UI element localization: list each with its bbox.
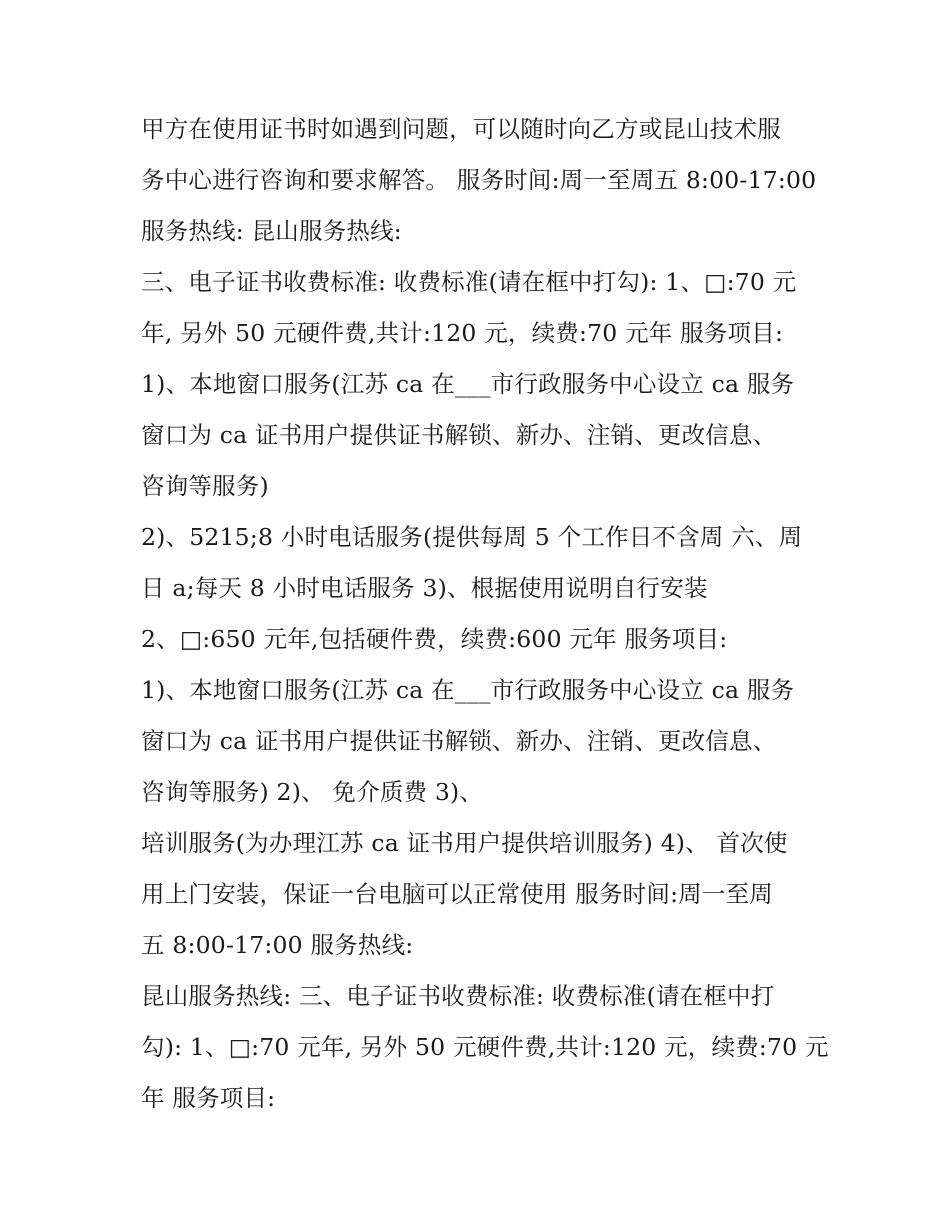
text-line: 窗口为 ca 证书用户提供证书解锁、新办、注销、更改信息、 [141, 727, 777, 755]
text-line: 务中心进行咨询和要求解答。 服务时间:周一至周五 8:00-17:00 [141, 166, 817, 194]
text-line: 昆山服务热线: 三、电子证书收费标准: 收费标准(请在框中打 [141, 982, 775, 1010]
text-line: 1)、本地窗口服务(江苏 ca 在___市行政服务中心设立 ca 服务 [141, 676, 795, 704]
text-line: 用上门安装，保证一台电脑可以正常使用 服务时间:周一至周 [141, 880, 773, 908]
text-line: 咨询等服务) 2)、 免介质费 3)、 [141, 778, 484, 806]
text-line: 培训服务(为办理江苏 ca 证书用户提供培训服务) 4)、 首次使 [141, 829, 788, 857]
text-line: 甲方在使用证书时如遇到问题，可以随时向乙方或昆山技术服 [141, 115, 781, 143]
text-line: 1)、本地窗口服务(江苏 ca 在___市行政服务中心设立 ca 服务 [141, 370, 795, 398]
text-line: 勾): 1、□:70 元年, 另外 50 元硬件费,共计:120 元，续费:70 元 [141, 1033, 829, 1061]
text-line: 年, 另外 50 元硬件费,共计:120 元，续费:70 元年 服务项目: [141, 319, 784, 347]
text-line: 服务热线: 昆山服务热线: [141, 217, 402, 245]
text-line: 年 服务项目: [141, 1084, 276, 1112]
text-line: 2、□:650 元年,包括硬件费，续费:600 元年 服务项目: [141, 625, 728, 653]
text-line: 三、电子证书收费标准: 收费标准(请在框中打勾): 1、□:70 元 [141, 268, 797, 296]
text-line: 窗口为 ca 证书用户提供证书解锁、新办、注销、更改信息、 [141, 421, 777, 449]
text-line: 咨询等服务) [141, 472, 269, 500]
text-line: 2)、5215;8 小时电话服务(提供每周 5 个工作日不含周 六、周 [141, 523, 803, 551]
document-body [141, 104, 829, 1124]
text-line: 日 a;每天 8 小时电话服务 3)、根据使用说明自行安装 [141, 574, 708, 602]
text-line: 五 8:00-17:00 服务热线: [141, 931, 414, 959]
